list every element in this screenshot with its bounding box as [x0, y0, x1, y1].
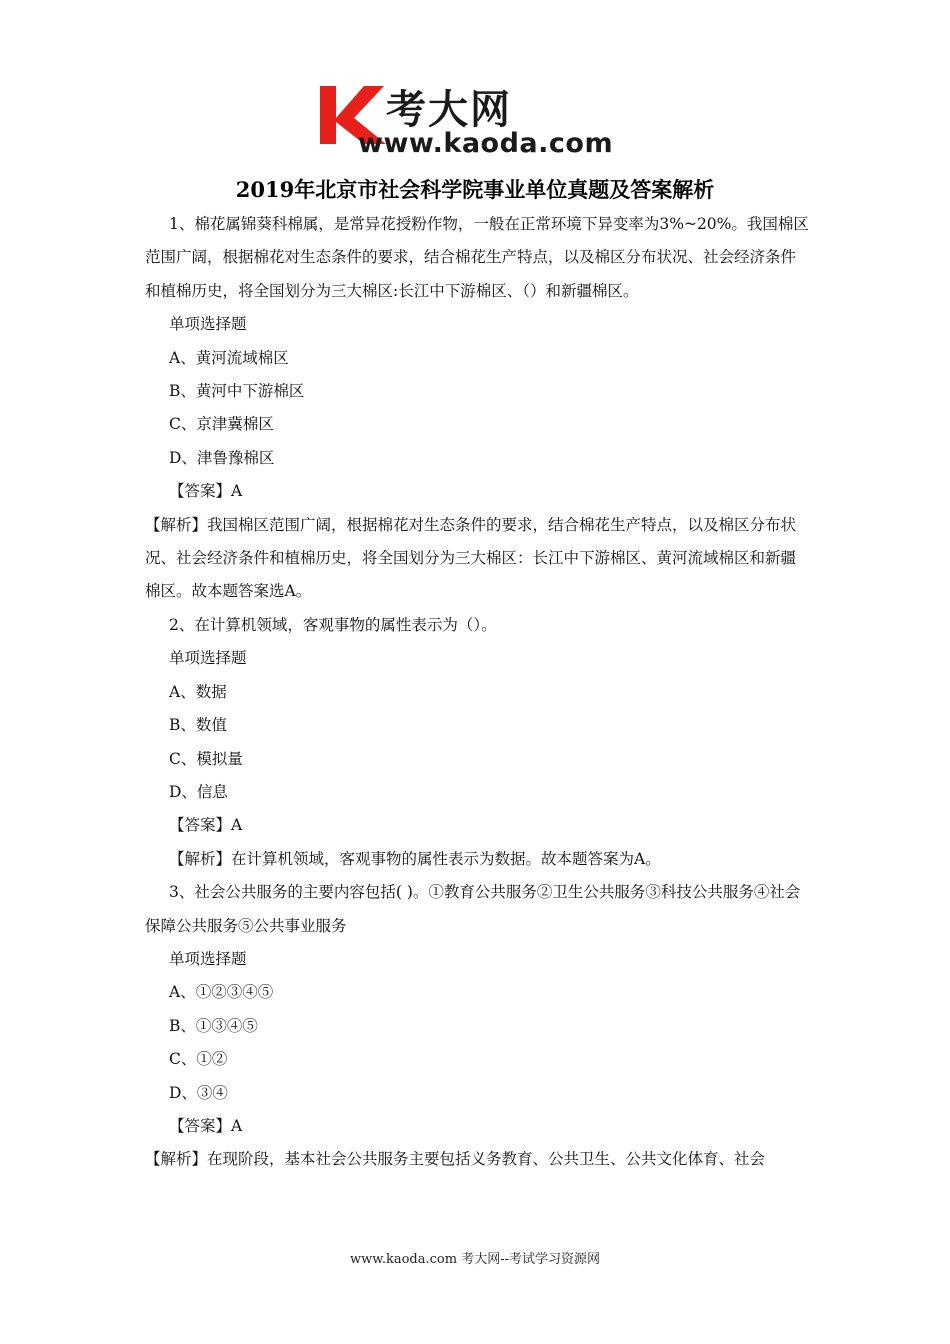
paragraph: 【答案】A: [169, 816, 243, 835]
paragraph: 1、棉花属锦葵科棉属，是常异花授粉作物，一般在正常环境下异变率为3%~20%。我国棉区范围广阔，根据棉花对生态条件的要求，结合棉花生产特点，以及棉区分布状况、社会经济条件和植棉历史，将全国划分为三大棉区:长江中下游棉区、（）和新疆棉区。: [145, 215, 809, 300]
logo-url-text: www.kaoda.com: [358, 128, 614, 159]
page-footer: www.kaoda.com 考大网--考试学习资源网: [350, 1252, 600, 1267]
paragraph: B、①③④⑤: [169, 1016, 258, 1035]
paragraph: 单项选择题: [169, 315, 247, 334]
paragraph: 【解析】在计算机领域，客观事物的属性表示为数据。故本题答案为A。: [169, 849, 661, 868]
paragraph: C、模拟量: [169, 749, 243, 768]
paragraph: 【解析】在现阶段，基本社会公共服务主要包括义务教育、公共卫生、公共文化体育、社会: [145, 1150, 766, 1169]
paragraph: B、数值: [169, 716, 227, 735]
paragraph: C、①②: [169, 1050, 228, 1069]
paragraph: 2、在计算机领域，客观事物的属性表示为（）。: [169, 615, 497, 634]
paragraph: B、黄河中下游棉区: [169, 382, 305, 401]
paragraph: D、信息: [169, 782, 228, 801]
kaoda-logo: [318, 82, 638, 162]
paragraph: D、③④: [169, 1083, 228, 1102]
document-body: [145, 208, 810, 1177]
paragraph: 3、社会公共服务的主要内容包括( )。①教育公共服务②卫生公共服务③科技公共服务④社会保障公共服务⑤公共事业服务: [145, 883, 801, 935]
paragraph: 【答案】A: [169, 1116, 243, 1135]
paragraph: 单项选择题: [169, 649, 247, 668]
paragraph: A、黄河流域棉区: [169, 348, 289, 367]
logo-brand-text: 考大网: [386, 87, 512, 133]
paragraph: A、①②③④⑤: [169, 983, 274, 1002]
paragraph: D、津鲁豫棉区: [169, 448, 275, 467]
document-title: 2019年北京市社会科学院事业单位真题及答案解析: [235, 177, 715, 202]
paragraph: 【解析】我国棉区范围广阔，根据棉花对生态条件的要求，结合棉花生产特点，以及棉区分布状况、社会经济条件和植棉历史，将全国划分为三大棉区：长江中下游棉区、黄河流域棉区和新疆棉区。故本题答案选A。: [145, 515, 797, 601]
paragraph: C、京津冀棉区: [169, 415, 274, 434]
paragraph: 单项选择题: [169, 949, 247, 968]
paragraph: 【答案】A: [169, 482, 243, 501]
paragraph: A、数据: [169, 682, 227, 701]
